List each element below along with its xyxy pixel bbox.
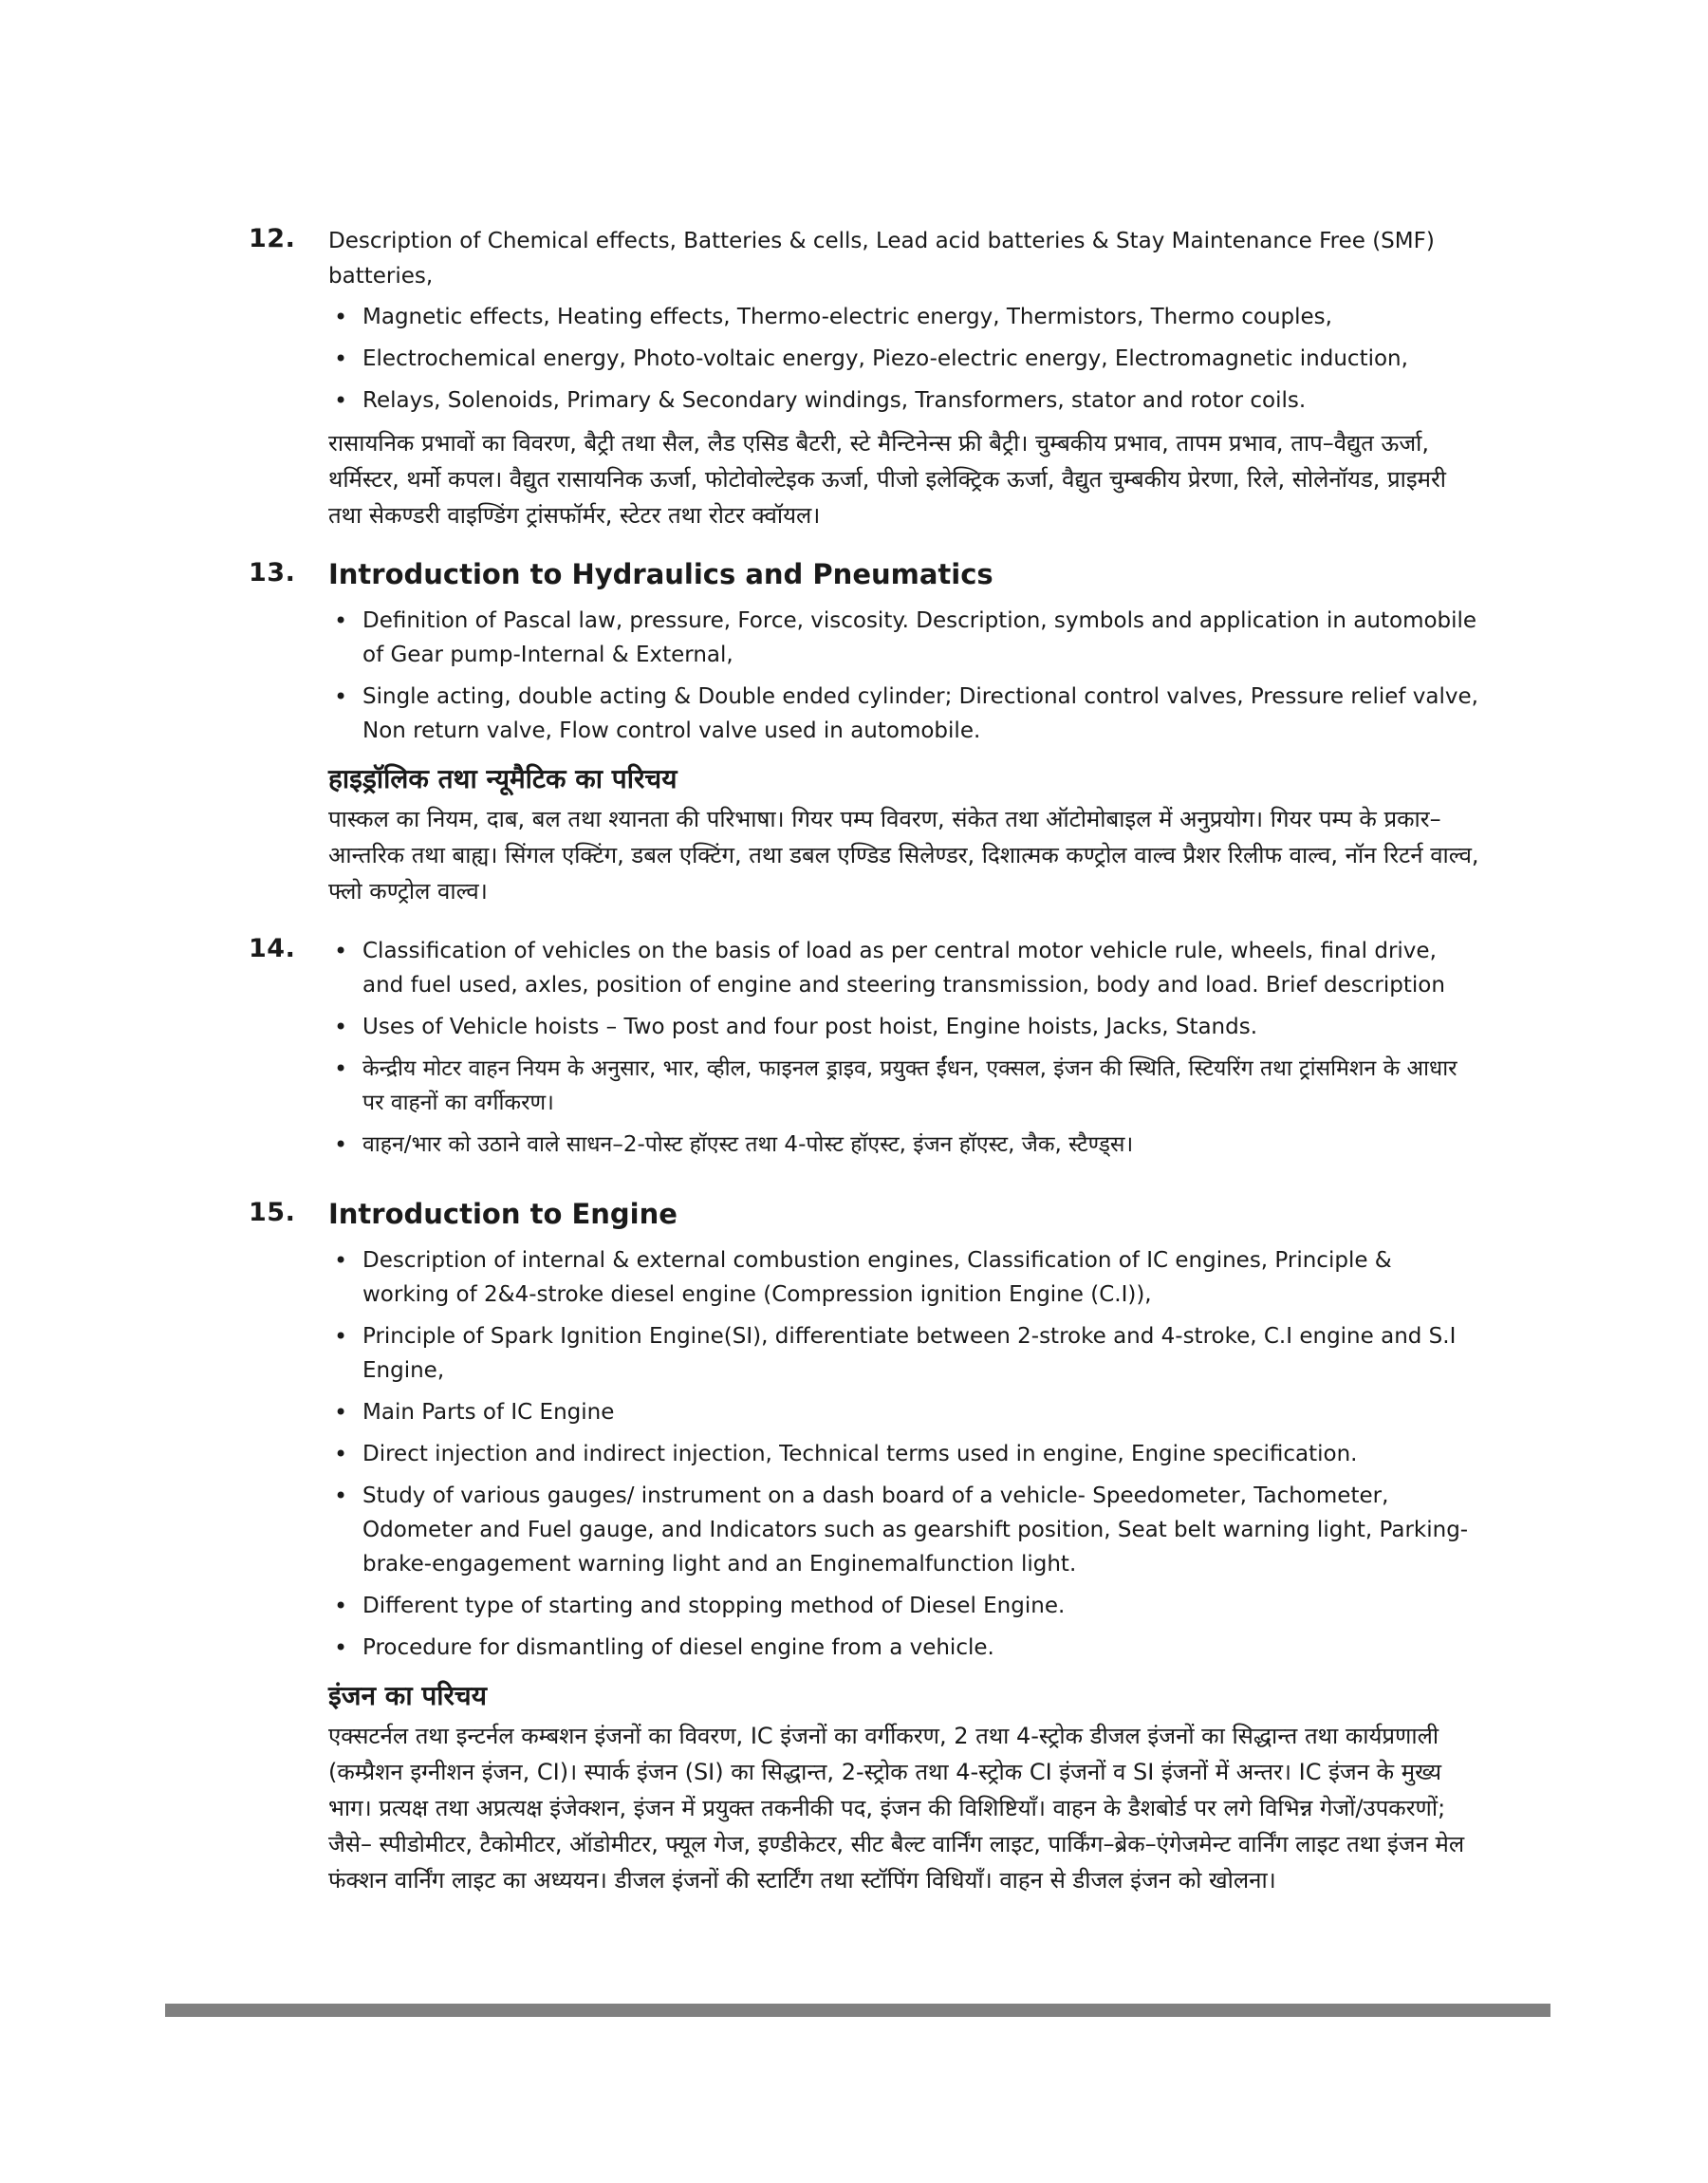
list-item: • Principle of Spark Ignition Engine(SI), differentiate between 2-stroke and 4-stroke, C.I engine and S.I Engine, (328, 1319, 1482, 1388)
section-12 (249, 224, 1482, 533)
section-intro: Description of Chemical effects, Batteries & cells, Lead acid batteries & Stay Maintenance Free (SMF) batteries, (328, 229, 1435, 289)
section-15 (249, 1196, 1482, 1898)
hindi-section-title: हाइड्रॉलिक तथा न्यूमैटिक का परिचय (328, 763, 678, 794)
list-item: • Description of internal & external combustion engines, Classification of IC engines, Principle & working of 2&4-stroke diesel engine (Compression ignition Engine (C.I)), (328, 1243, 1482, 1312)
section-title: Introduction to Hydraulics and Pneumatics (328, 558, 993, 590)
list-item: • Main Parts of IC Engine (328, 1395, 1482, 1429)
list-item: • Single acting, double acting & Double ended cylinder; Directional control valves, Pressure relief valve, Non return valve, Flow control valve used in automobile. (328, 680, 1482, 748)
list-item: • Uses of Vehicle hoists – Two post and four post hoist, Engine hoists, Jacks, Stands. (328, 1010, 1482, 1044)
hindi-paragraph: एक्सटर्नल तथा इन्टर्नल कम्बशन इंजनों का विवरण, IC इंजनों का वर्गीकरण, 2 तथा 4-स्ट्रोक डीजल इंजनों का सिद्धान्त तथा कार्यप्रणाली (कम्प्रैशन इग्नीशन इंजन, CI)। स्पार्क इंजन (SI) का सिद्धान्त, 2-स्ट्रोक तथा 4-स्ट्रोक CI इंजनों व SI इंजनों में अन्तर। IC इंजन के मुख्य भाग। प्रत्यक्ष तथा अप्रत्यक्ष इंजेक्शन, इंजन में प्रयुक्त तकनीकी पद, इंजन की विशिष्टियाँ। वाहन के डैशबोर्ड पर लगे विभिन्न गेजों/उपकरणों; जैसे– स्पीडोमीटर, टैकोमीटर, ऑडोमीटर, फ्यूल गेज, इण्डीकेटर, सीट बैल्ट वार्निंग लाइट, पार्किंग–ब्रेक–एंगेजमेन्ट वार्निंग लाइट तथा इंजन मेल फंक्शन वार्निंग लाइट का अध्ययन। डीजल इंजनों की स्टार्टिंग तथा स्टॉपिंग विधियाँ। वाहन से डीजल इंजन को खोलना। (328, 1723, 1465, 1894)
list-item: • Electrochemical energy, Photo-voltaic energy, Piezo-electric energy, Electromagnetic induction, (328, 342, 1482, 376)
list-item: • केन्द्रीय मोटर वाहन नियम के अनुसार, भार, व्हील, फाइनल ड्राइव, प्रयुक्त ईंधन, एक्सल, इंजन की स्थिति, स्टियरिंग तथा ट्रांसमिशन के आधार पर वाहनों का वर्गीकरण। (328, 1052, 1482, 1120)
list-item: • Definition of Pascal law, pressure, Force, viscosity. Description, symbols and application in automobile of Gear pump-Internal & External, (328, 604, 1482, 672)
section-13 (249, 556, 1482, 909)
section-number: 12. (249, 224, 296, 253)
bullet-list (328, 300, 1482, 418)
bullet-list (328, 604, 1482, 748)
list-item: • Magnetic effects, Heating effects, Thermo-electric energy, Thermistors, Thermo couples, (328, 300, 1482, 334)
bullet-list (328, 1243, 1482, 1665)
hindi-paragraph: रासायनिक प्रभावों का विवरण, बैट्री तथा सैल, लैड एसिड बैटरी, स्टे मैन्टिनेन्स फ्री बैट्री। चुम्बकीय प्रभाव, तापम प्रभाव, ताप–वैद्युत ऊर्जा, थर्मिस्टर, थर्मो कपल। वैद्युत रासायनिक ऊर्जा, फोटोवोल्टेइक ऊर्जा, पीजो इलेक्ट्रिक ऊर्जा, वैद्युत चुम्बकीय प्रेरणा, रिले, सोलेनॉयड, प्राइमरी तथा सेकण्डरी वाइण्डिंग ट्रांसफॉर्मर, स्टेटर तथा रोटर क्वॉयल। (328, 430, 1447, 529)
list-item: • Procedure for dismantling of diesel engine from a vehicle. (328, 1631, 1482, 1665)
list-item: • Classification of vehicles on the basis of load as per central motor vehicle rule, wheels, final drive, and fuel used, axles, position of engine and steering transmission, body and load. Brief description (328, 934, 1482, 1002)
bullet-list (328, 934, 1482, 1162)
list-item: • Different type of starting and stopping method of Diesel Engine. (328, 1589, 1482, 1623)
section-title: Introduction to Engine (328, 1198, 678, 1230)
hindi-section-title: इंजन का परिचय (328, 1680, 487, 1711)
section-number: 13. (249, 558, 296, 588)
list-item: • Study of various gauges/ instrument on a dash board of a vehicle- Speedometer, Tachometer, Odometer and Fuel gauge, and Indicators such as gearshift position, Seat belt warning light, Parking-brake-engagement warning light and an Enginemalfunction light. (328, 1479, 1482, 1581)
hindi-paragraph: पास्कल का नियम, दाब, बल तथा श्यानता की परिभाषा। गियर पम्प विवरण, संकेत तथा ऑटोमोबाइल में अनुप्रयोग। गियर पम्प के प्रकार– आन्तरिक तथा बाह्य। सिंगल एक्टिंग, डबल एक्टिंग, तथा डबल एण्डिड सिलेण्डर, दिशात्मक कण्ट्रोल वाल्व प्रैशर रिलीफ वाल्व, नॉन रिटर्न वाल्व, फ्लो कण्ट्रोल वाल्व। (328, 806, 1479, 905)
section-number: 15. (249, 1198, 296, 1227)
footer-divider (165, 2004, 1550, 2017)
list-item: • Relays, Solenoids, Primary & Secondary windings, Transformers, stator and rotor coils. (328, 383, 1482, 418)
section-number: 14. (249, 934, 296, 963)
list-item: • वाहन/भार को उठाने वाले साधन–2-पोस्ट हॉएस्ट तथा 4-पोस्ट हॉएस्ट, इंजन हॉएस्ट, जैक, स्टैण्ड्स। (328, 1128, 1482, 1162)
section-14 (249, 934, 1482, 1169)
list-item: • Direct injection and indirect injection, Technical terms used in engine, Engine specification. (328, 1437, 1482, 1471)
